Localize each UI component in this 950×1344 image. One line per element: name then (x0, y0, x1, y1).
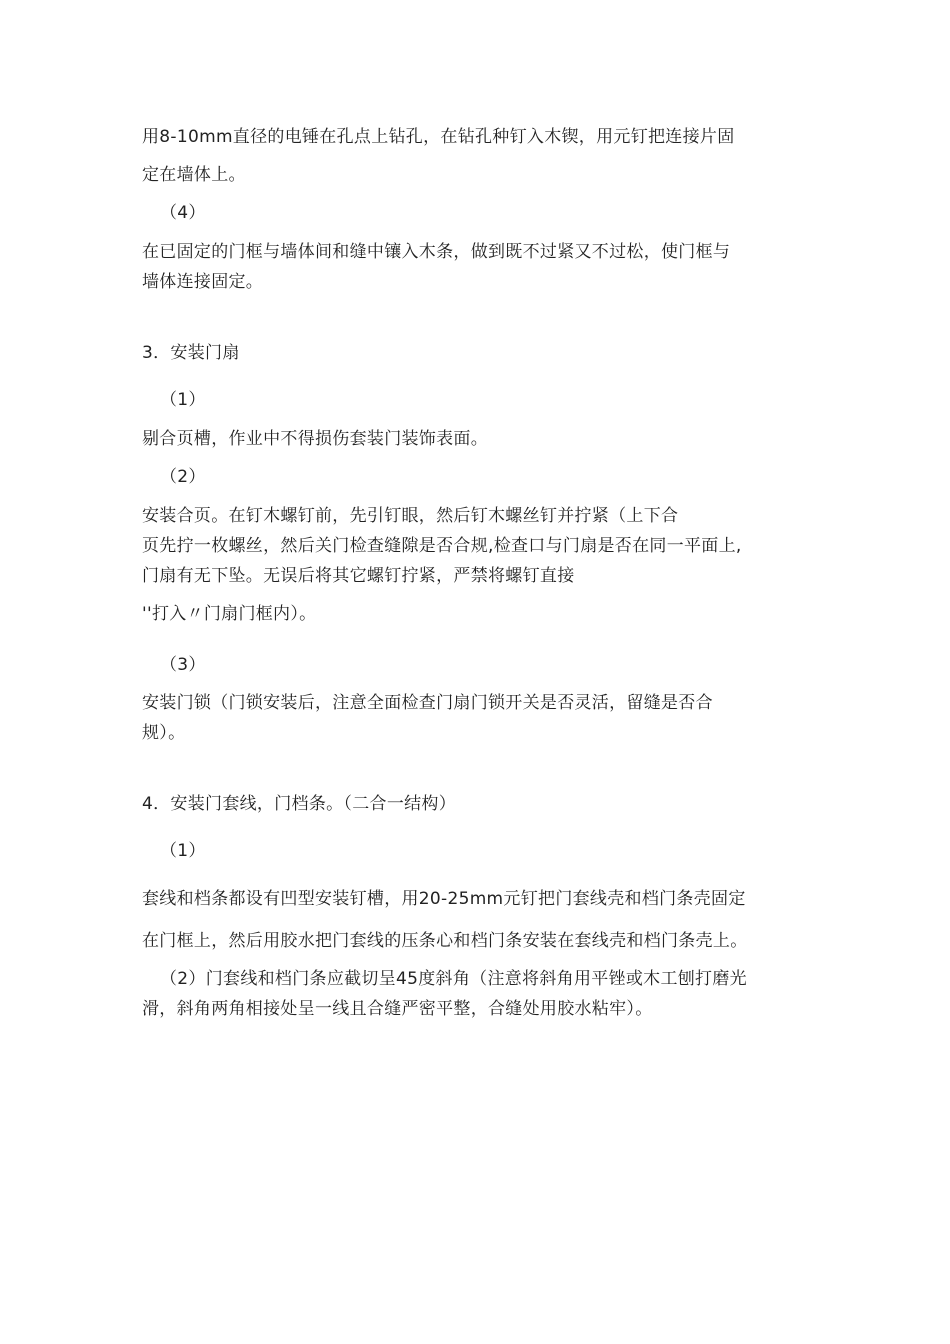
paragraph-line-3: 在已固定的门框与墙体间和缝中镶入木条，做到既不过紧又不过松，使门框与 (142, 242, 731, 262)
paragraph-line-13: 在门框上，然后用胶水把门套线的压条心和档门条安装在套线壳和档门条壳上。 (142, 931, 748, 951)
paragraph-line-12: 套线和档条都设有凹型安装钉槽，用20-25mm元钉把门套线壳和档门条壳固定 (142, 889, 746, 909)
paragraph-line-10: 安装门锁（门锁安装后，注意全面检查门扇门锁开关是否灵活，留缝是否合 (142, 693, 713, 713)
paragraph-line-1: 用8-10mm直径的电锤在孔点上钻孔，在钻孔种钉入木锲，用元钉把连接片固 (142, 127, 735, 147)
step-marker-2: （2） (160, 467, 206, 487)
paragraph-line-4: 墙体连接固定。 (142, 272, 264, 292)
paragraph-line-14: （2）门套线和档门条应截切呈45度斜角（注意将斜角用平锉或木工刨打磨光 (160, 969, 747, 989)
paragraph-line-5: 剔合页槽，作业中不得损伤套装门装饰表面。 (142, 429, 488, 449)
step-marker-3: （3） (160, 655, 206, 675)
section-heading-4: 4．安装门套线，门档条。（二合一结构） (142, 794, 457, 814)
step-marker-1b: （1） (160, 841, 206, 861)
paragraph-line-9: ''打入〃门扇门框内）。 (142, 604, 317, 624)
paragraph-line-2: 定在墙体上。 (142, 165, 246, 185)
paragraph-line-11: 规）。 (142, 723, 186, 743)
paragraph-line-8: 门扇有无下坠。无误后将其它螺钉拧紧，严禁将螺钉直接 (142, 566, 575, 586)
step-marker-1: （1） (160, 390, 206, 410)
paragraph-line-6: 安装合页。在钉木螺钉前，先引钉眼，然后钉木螺丝钉并拧紧（上下合 (142, 506, 679, 526)
section-heading-3: 3．安装门扇 (142, 343, 240, 363)
step-marker-4: （4） (160, 203, 206, 223)
paragraph-line-7: 页先拧一枚螺丝，然后关门检查缝隙是否合规,检查口与门扇是否在同一平面上, (142, 536, 742, 556)
paragraph-line-15: 滑，斜角两角相接处呈一线且合缝严密平整，合缝处用胶水粘牢）。 (142, 999, 653, 1019)
